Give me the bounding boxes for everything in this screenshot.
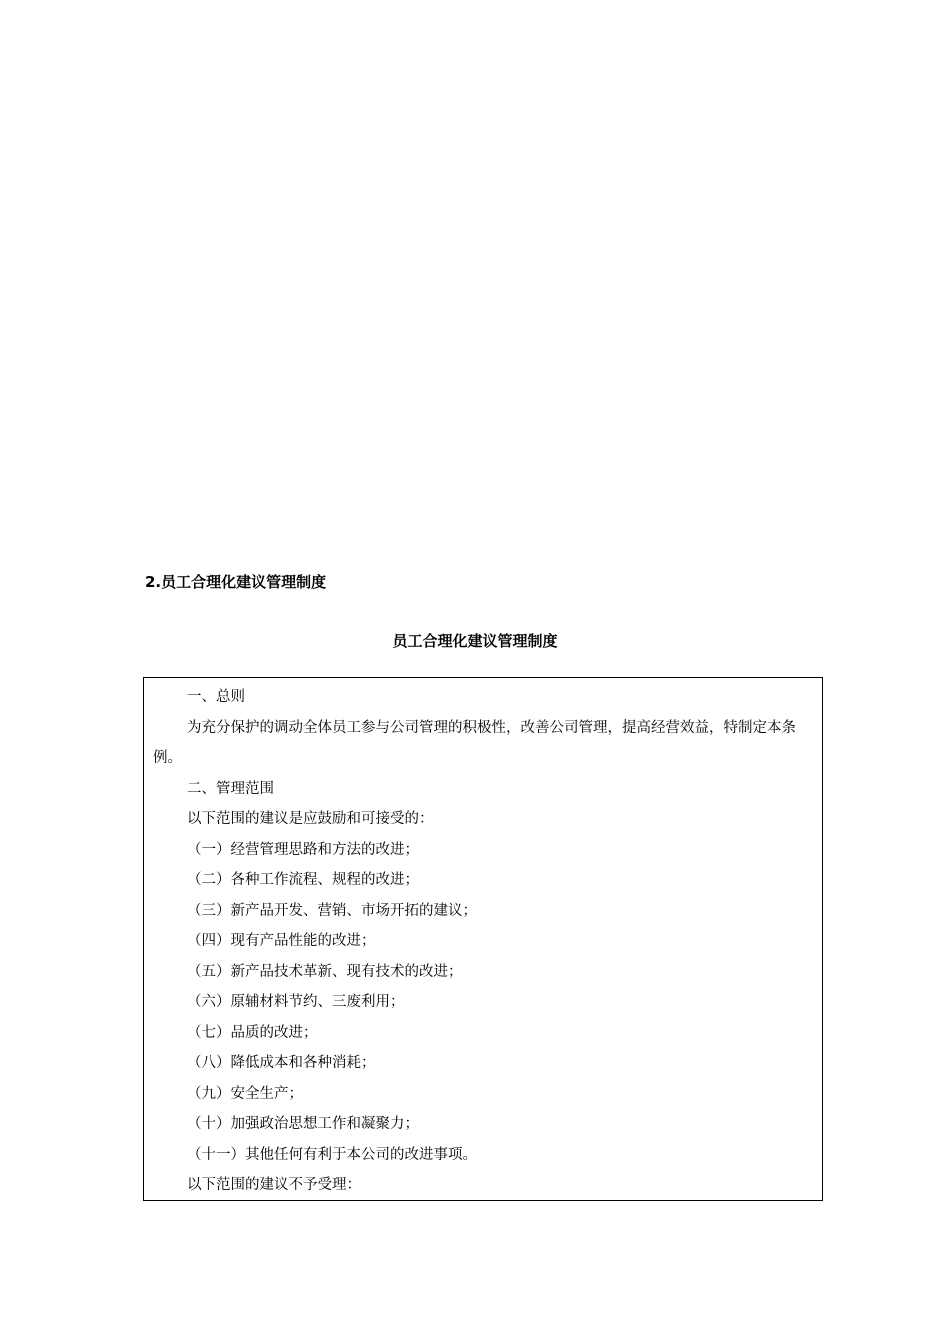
list-item: （一）经营管理思路和方法的改进； — [187, 841, 419, 858]
section-heading: 2.员工合理化建议管理制度 — [145, 573, 327, 591]
list-item: （三）新产品开发、营销、市场开拓的建议； — [187, 902, 477, 919]
list-item: （四）现有产品性能的改进； — [187, 933, 376, 949]
list-item: （十）加强政治思想工作和凝聚力； — [187, 1116, 419, 1132]
list-item: （八）降低成本和各种消耗； — [187, 1055, 376, 1071]
document-title: 员工合理化建议管理制度 — [392, 632, 558, 650]
list-item: （六）原辅材料节约、三废利用； — [187, 994, 405, 1010]
list-item: （九）安全生产； — [187, 1085, 303, 1102]
list-item: （二）各种工作流程、规程的改进； — [187, 872, 419, 888]
content-box — [143, 677, 823, 1201]
list-item: （五）新产品技术革新、现有技术的改进； — [187, 963, 463, 980]
list-item: （七）品质的改进； — [187, 1024, 318, 1041]
rejected-intro: 以下范围的建议不予受理： — [187, 1177, 361, 1193]
general-body: 为充分保护的调动全体员工参与公司管理的积极性，改善公司管理，提高经营效益，特制定本条例。 — [153, 719, 796, 766]
scope-heading: 二、管理范围 — [187, 780, 274, 797]
list-item: （十一）其他任何有利于本公司的改进事项。 — [187, 1146, 477, 1163]
general-heading: 一、总则 — [187, 689, 245, 705]
scope-intro: 以下范围的建议是应鼓励和可接受的： — [187, 811, 434, 827]
